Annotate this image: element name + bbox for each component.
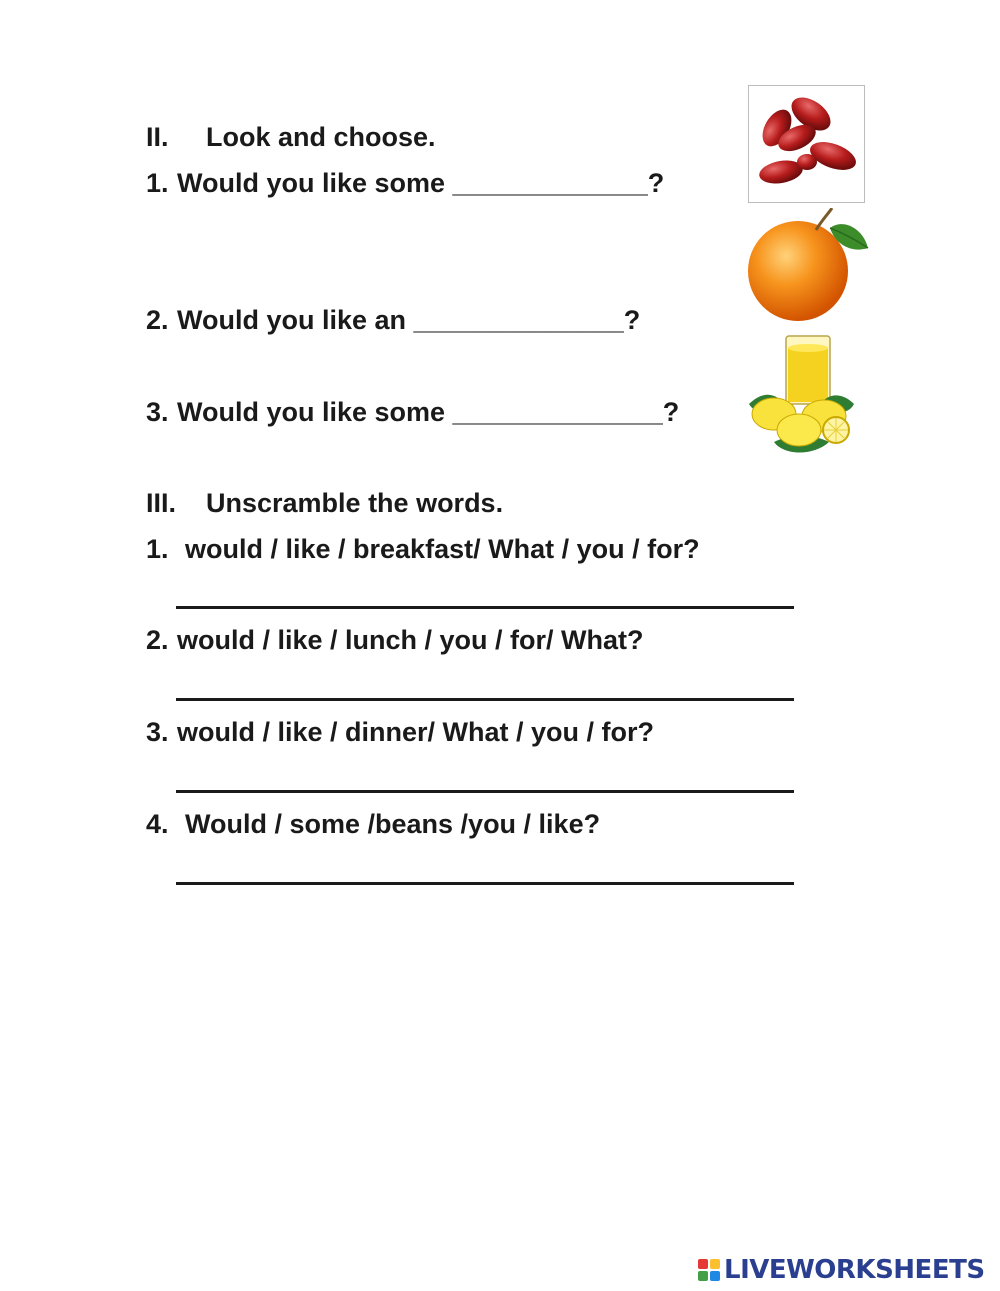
section3-item-1-number: 1.: [146, 534, 169, 564]
section2-number: II.: [146, 122, 169, 152]
section2-item-2-number: 2.: [146, 305, 169, 335]
section3-item-3: would / like / dinner/ What / you / for?: [177, 717, 655, 747]
section2-item-1[interactable]: Would you like some _____________?: [177, 168, 665, 198]
answer-line-1[interactable]: [176, 606, 794, 609]
answer-line-4[interactable]: [176, 882, 794, 885]
answer-line-3[interactable]: [176, 790, 794, 793]
section2-item-2[interactable]: Would you like an ______________?: [177, 305, 641, 335]
orange-picture: [748, 208, 870, 323]
liveworksheets-logo: [698, 1254, 985, 1286]
logo-text: LIVEWORKSHEETS: [724, 1255, 985, 1285]
section3-item-4: Would / some /beans /you / like?: [185, 809, 601, 839]
section2-item-3[interactable]: Would you like some ______________?: [177, 397, 680, 427]
lemonade-picture: [744, 334, 859, 456]
logo-block-green: [698, 1271, 708, 1281]
logo-block-red: [698, 1259, 708, 1269]
section2-heading: Look and choose.: [206, 122, 436, 152]
section3-item-3-number: 3.: [146, 717, 169, 747]
section2-item-1-number: 1.: [146, 168, 169, 198]
answer-line-2[interactable]: [176, 698, 794, 701]
logo-blocks-icon: [698, 1259, 720, 1281]
section3-item-2-number: 2.: [146, 625, 169, 655]
beans-picture-frame: [748, 85, 865, 203]
section3-item-2: would / like / lunch / you / for/ What?: [177, 625, 644, 655]
section3-item-1: would / like / breakfast/ What / you / for?: [185, 534, 700, 564]
logo-block-blue: [710, 1271, 720, 1281]
section3-heading: Unscramble the words.: [206, 488, 504, 518]
kidney-beans-picture: [749, 86, 864, 202]
logo-block-yellow: [710, 1259, 720, 1269]
section3-item-4-number: 4.: [146, 809, 169, 839]
section3-number: III.: [146, 488, 177, 518]
section2-item-3-number: 3.: [146, 397, 169, 427]
